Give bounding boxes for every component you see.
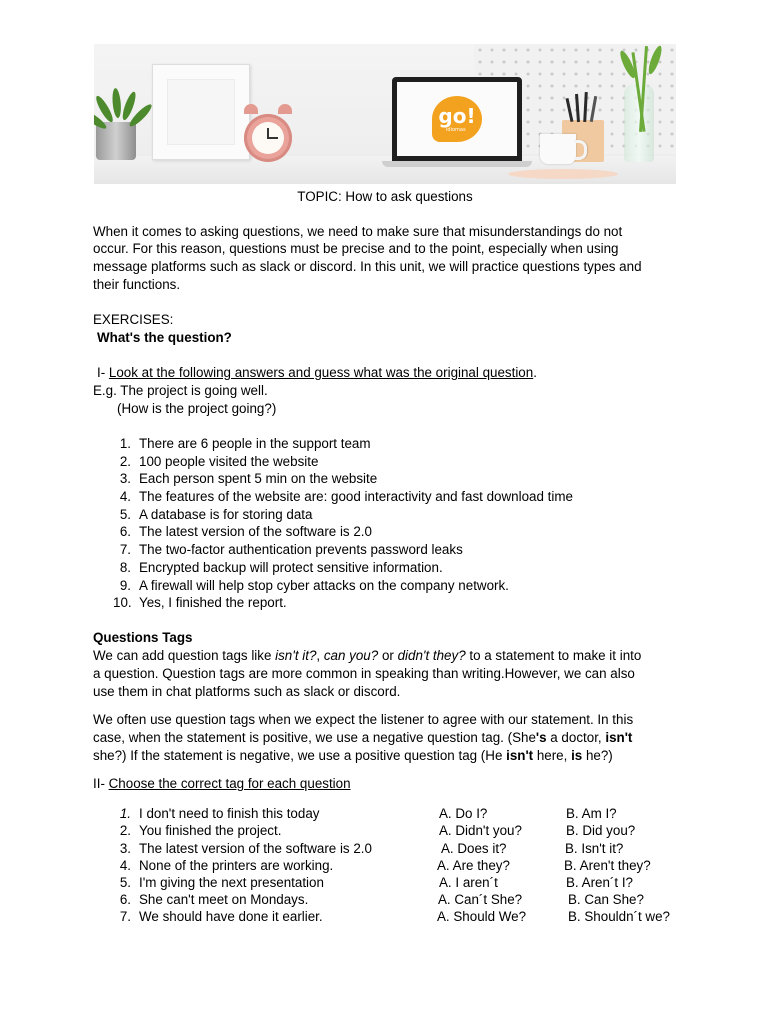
section2-instruction: II- Choose the correct tag for each question <box>93 776 351 791</box>
list-number: 3. <box>119 471 131 486</box>
list-item: Yes, I finished the report. <box>139 595 287 610</box>
whats-question-heading: What's the question? <box>97 330 232 345</box>
list-item: You finished the project. <box>139 823 282 838</box>
tags-paragraph-line: she?) If the statement is negative, we use a positive question tag (He isn't here, is he?) <box>93 748 613 763</box>
topic-title: TOPIC: How to ask questions <box>297 189 473 204</box>
list-number: 5. <box>119 507 131 522</box>
example-question: (How is the project going?) <box>117 401 277 416</box>
list-number: 7. <box>119 542 131 557</box>
intro-line: When it comes to asking questions, we need to make sure that misunderstandings do not <box>93 224 623 239</box>
question-tags-heading: Questions Tags <box>93 630 193 645</box>
intro-line: message platforms such as slack or discord. In this unit, we will practice questions types and <box>93 259 642 274</box>
list-number: 10. <box>113 595 132 610</box>
list-number: 1. <box>119 436 131 451</box>
list-item: Each person spent 5 min on the website <box>139 471 378 486</box>
list-number: 6. <box>119 524 131 539</box>
list-number: 4. <box>119 489 131 504</box>
intro-line: their functions. <box>93 277 181 292</box>
option-a: A. I aren´t <box>439 875 498 890</box>
list-number: 9. <box>119 578 131 593</box>
option-a: A. Are they? <box>437 858 510 873</box>
example-answer: E.g. The project is going well. <box>93 383 268 398</box>
section1-instruction: I- Look at the following answers and guess what was the original question. <box>97 365 537 380</box>
tags-paragraph-line: a question. Question tags are more common in speaking than writing.However, we can also <box>93 666 635 681</box>
list-number: 8. <box>119 560 131 575</box>
list-item: There are 6 people in the support team <box>139 436 371 451</box>
list-number: 4. <box>119 858 131 873</box>
option-a: A. Does it? <box>441 841 507 856</box>
list-number: 6. <box>119 892 131 907</box>
picture-frame <box>152 64 250 160</box>
list-item: A database is for storing data <box>139 507 313 522</box>
option-a: A. Didn't you? <box>439 823 522 838</box>
banner-image <box>94 44 676 184</box>
list-item: The two-factor authentication prevents password leaks <box>139 542 463 557</box>
go-logo: go! idiomas <box>432 96 482 142</box>
option-a: A. Should We? <box>437 909 527 924</box>
list-item: Encrypted backup will protect sensitive information. <box>139 560 443 575</box>
list-item: She can't meet on Mondays. <box>139 892 309 907</box>
list-item: I'm giving the next presentation <box>139 875 324 890</box>
tags-paragraph-line: We often use question tags when we expect the listener to agree with our statement. In this <box>93 712 634 727</box>
exercises-label: EXERCISES: <box>93 312 174 327</box>
list-item: The features of the website are: good interactivity and fast download time <box>139 489 573 504</box>
tags-paragraph-line: case, when the statement is positive, we use a negative question tag. (She's a doctor, isn't <box>93 730 633 745</box>
laptop <box>392 77 522 161</box>
list-item: A firewall will help stop cyber attacks on the company network. <box>139 578 509 593</box>
list-item: The latest version of the software is 2.0 <box>139 841 372 856</box>
intro-line: occur. For this reason, questions must be precise and to the point, especially when using <box>93 241 619 256</box>
option-b: B. Shouldn´t we? <box>568 909 670 924</box>
tags-paragraph-line: We can add question tags like isn't it?, can you? or didn't they? to a statement to make it into <box>93 648 642 663</box>
list-item: I don't need to finish this today <box>139 806 320 821</box>
list-number: 2. <box>119 823 131 838</box>
list-item: We should have done it earlier. <box>139 909 323 924</box>
option-b: B. Did you? <box>566 823 636 838</box>
option-b: B. Am I? <box>566 806 617 821</box>
option-b: B. Can She? <box>568 892 644 907</box>
list-item: The latest version of the software is 2.0 <box>139 524 372 539</box>
list-number: 3. <box>119 841 131 856</box>
option-b: B. Aren´t I? <box>566 875 633 890</box>
option-a: A. Can´t She? <box>438 892 523 907</box>
list-number: 5. <box>119 875 131 890</box>
option-b: B. Aren't they? <box>564 858 651 873</box>
list-number: 7. <box>119 909 131 924</box>
tags-paragraph-line: use them in chat platforms such as slack or discord. <box>93 684 401 699</box>
list-number: 2. <box>119 454 131 469</box>
option-a: A. Do I? <box>439 806 488 821</box>
list-item: 100 people visited the website <box>139 454 319 469</box>
list-item: None of the printers are working. <box>139 858 334 873</box>
option-b: B. Isn't it? <box>565 841 624 856</box>
alarm-clock <box>244 114 292 162</box>
coffee-mug <box>540 134 576 164</box>
list-number: 1. <box>119 806 131 821</box>
